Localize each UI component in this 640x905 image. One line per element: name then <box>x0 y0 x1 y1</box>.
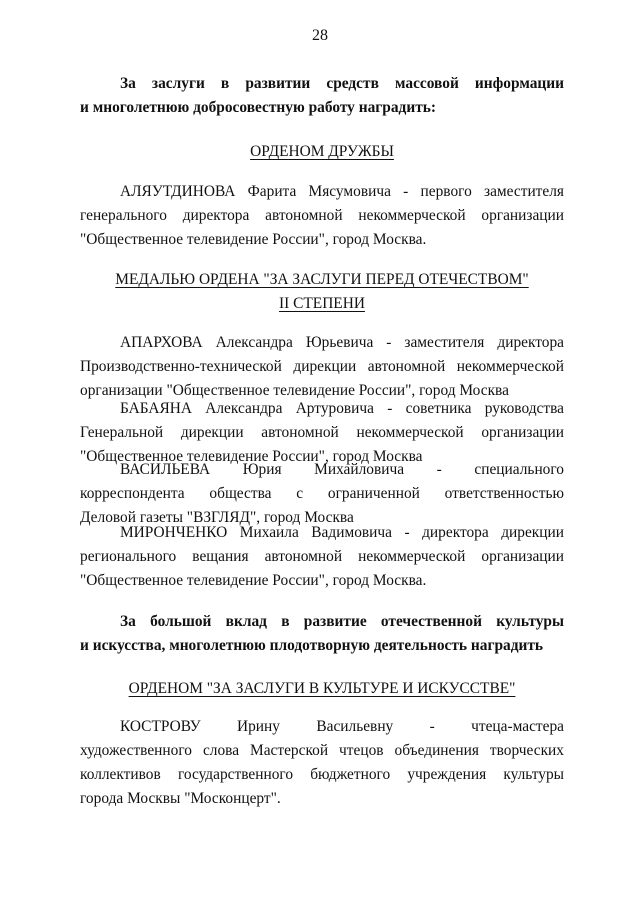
recipient-line: ВАСИЛЬЕВА Юрия Михайловича - специального <box>120 461 564 478</box>
recipient-line: Генеральной дирекции автономной некоммерческой организации <box>80 424 564 441</box>
section1-intro-line1: За заслуги в развитии средств массовой информации <box>120 75 564 92</box>
recipient-line: регионального вещания автономной некоммерческой организации <box>80 548 564 565</box>
recipient-line: "Общественное телевидение России", город Москва. <box>80 231 427 248</box>
recipient-line: КОСТРОВУ Ирину Васильевну - чтеца-мастера <box>120 718 564 735</box>
recipient-entry <box>80 715 564 811</box>
award-heading-culture-order: ОРДЕНОМ "ЗА ЗАСЛУГИ В КУЛЬТУРЕ И ИСКУССТВЕ" <box>128 680 516 697</box>
recipient-entry <box>80 331 564 403</box>
recipient-line: АПАРХОВА Александра Юрьевича - заместителя директора <box>120 334 564 351</box>
section1-intro-line2: и многолетнюю добросовестную работу наградить: <box>80 99 437 116</box>
section1-intro <box>80 72 564 120</box>
recipient-line: АЛЯУТДИНОВА Фарита Мясумовича - первого заместителя <box>120 183 564 200</box>
award-heading-medal-line1: МЕДАЛЬЮ ОРДЕНА "ЗА ЗАСЛУГИ ПЕРЕД ОТЕЧЕСТВОМ" <box>115 271 529 288</box>
recipient-line: корреспондента общества с ограниченной ответственностью <box>80 485 564 502</box>
section2-intro-line1: За большой вклад в развитие отечественной культуры <box>120 613 564 630</box>
recipient-entry <box>80 521 564 593</box>
recipient-line: художественного слова Мастерской чтецов объединения творческих <box>80 742 564 759</box>
recipient-line: генерального директора автономной некоммерческой организации <box>80 207 564 224</box>
award-heading-order-of-friendship: ОРДЕНОМ ДРУЖБЫ <box>250 143 394 160</box>
recipient-entry <box>80 458 564 530</box>
page-number: 28 <box>312 27 328 44</box>
section2-intro-line2: и искусства, многолетнюю плодотворную деятельность наградить <box>80 637 544 654</box>
recipient-line: коллективов государственного бюджетного учреждения культуры <box>80 766 564 783</box>
recipient-line: БАБАЯНА Александра Артуровича - советника руководства <box>120 400 564 417</box>
recipient-entry <box>80 180 564 252</box>
recipient-line: организации "Общественное телевидение России", город Москва <box>80 382 509 399</box>
recipient-line: "Общественное телевидение России", город Москва. <box>80 572 427 589</box>
recipient-line: МИРОНЧЕНКО Михаила Вадимовича - директора дирекции <box>120 524 564 541</box>
recipient-line: Деловой газеты "ВЗГЛЯД", город Москва <box>80 509 354 526</box>
award-heading-medal-line2: II СТЕПЕНИ <box>279 295 365 312</box>
recipient-line: "Общественное телевидение России", город Москва <box>80 448 423 465</box>
recipient-line: Производственно-технической дирекции автономной некоммерческой <box>80 358 564 375</box>
award-heading-medal <box>80 268 564 316</box>
section2-intro <box>80 610 564 658</box>
recipient-line: города Москвы "Москонцерт". <box>80 790 281 807</box>
